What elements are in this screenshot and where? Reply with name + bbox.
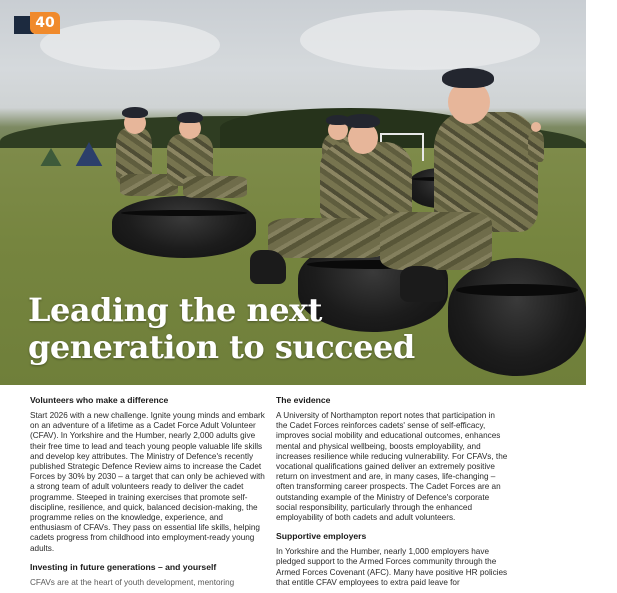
- goal-post: [380, 133, 424, 135]
- headline-line-2: generation to succeed: [28, 328, 415, 366]
- paragraph-volunteers: Start 2026 with a new challenge. Ignite young minds and embark on an adventure of a lifetime as a Cadet Force Adult Volunteer (CFAV). In Yorkshire and the Humber, nearly 2,000 adults give their free time to lead and teach young people valuable life skills and develop key attributes. The Ministry of Defence's recently published Strategic Defence Review aims to increase the Cadet Forces by 30% by 2030 – a target that can only be achieved with a strong team of adult volunteers ready to deliver the cadet programme. Steeped in training exercises that promote self-discipline, resilience, and quick, balanced decision-making, the programme relies on the knowledge, experience, and enthusiasm of CFAVs. They pass on essential life skills, helping cadets progress from childhood into employment-ready young adults.: [30, 411, 265, 553]
- section-heading-employers: Supportive employers: [276, 531, 367, 542]
- section-heading-evidence: The evidence: [276, 395, 331, 405]
- tyre: [112, 196, 256, 258]
- paragraph-employers: In Yorkshire and the Humber, nearly 1,000 employers have pledged support to the Armed Forces community through the Armed Forces Covenant (AFC). Many have positive HR policies that entitle CFAV employees to extra paid leave for: [276, 547, 508, 587]
- headline: [28, 292, 488, 366]
- section-heading-investing: Investing in future generations – and yourself: [30, 561, 217, 572]
- left-column: [30, 395, 265, 593]
- section-heading-volunteers: Volunteers who make a difference: [30, 395, 169, 405]
- paragraph-evidence: A University of Northampton report notes that participation in the Cadet Forces reinforces cadets' sense of self-efficacy, improves social mobility and educational outcomes, enhances mental and physical wellbeing, boosts employability, and increases resilience while reducing vulnerability. For CFAVs, the vocational qualifications gained deliver an extremely positive return on investment and are, in many cases, life-changing – often transforming career prospects. The Cadet Forces are an outstanding example of the Ministry of Defence's corporate social responsibility, particularly through the enhanced employability of both cadets and adult volunteers.: [276, 411, 508, 523]
- issue-badge: [14, 12, 60, 34]
- cloud: [40, 20, 220, 70]
- right-column: [276, 395, 508, 593]
- paragraph-investing: CFAVs are at the heart of youth development, mentoring: [30, 577, 235, 587]
- goal-post: [422, 133, 424, 161]
- headline-line-1: Leading the next: [28, 291, 322, 329]
- badge-number: 40: [30, 12, 60, 34]
- cloud: [300, 10, 540, 70]
